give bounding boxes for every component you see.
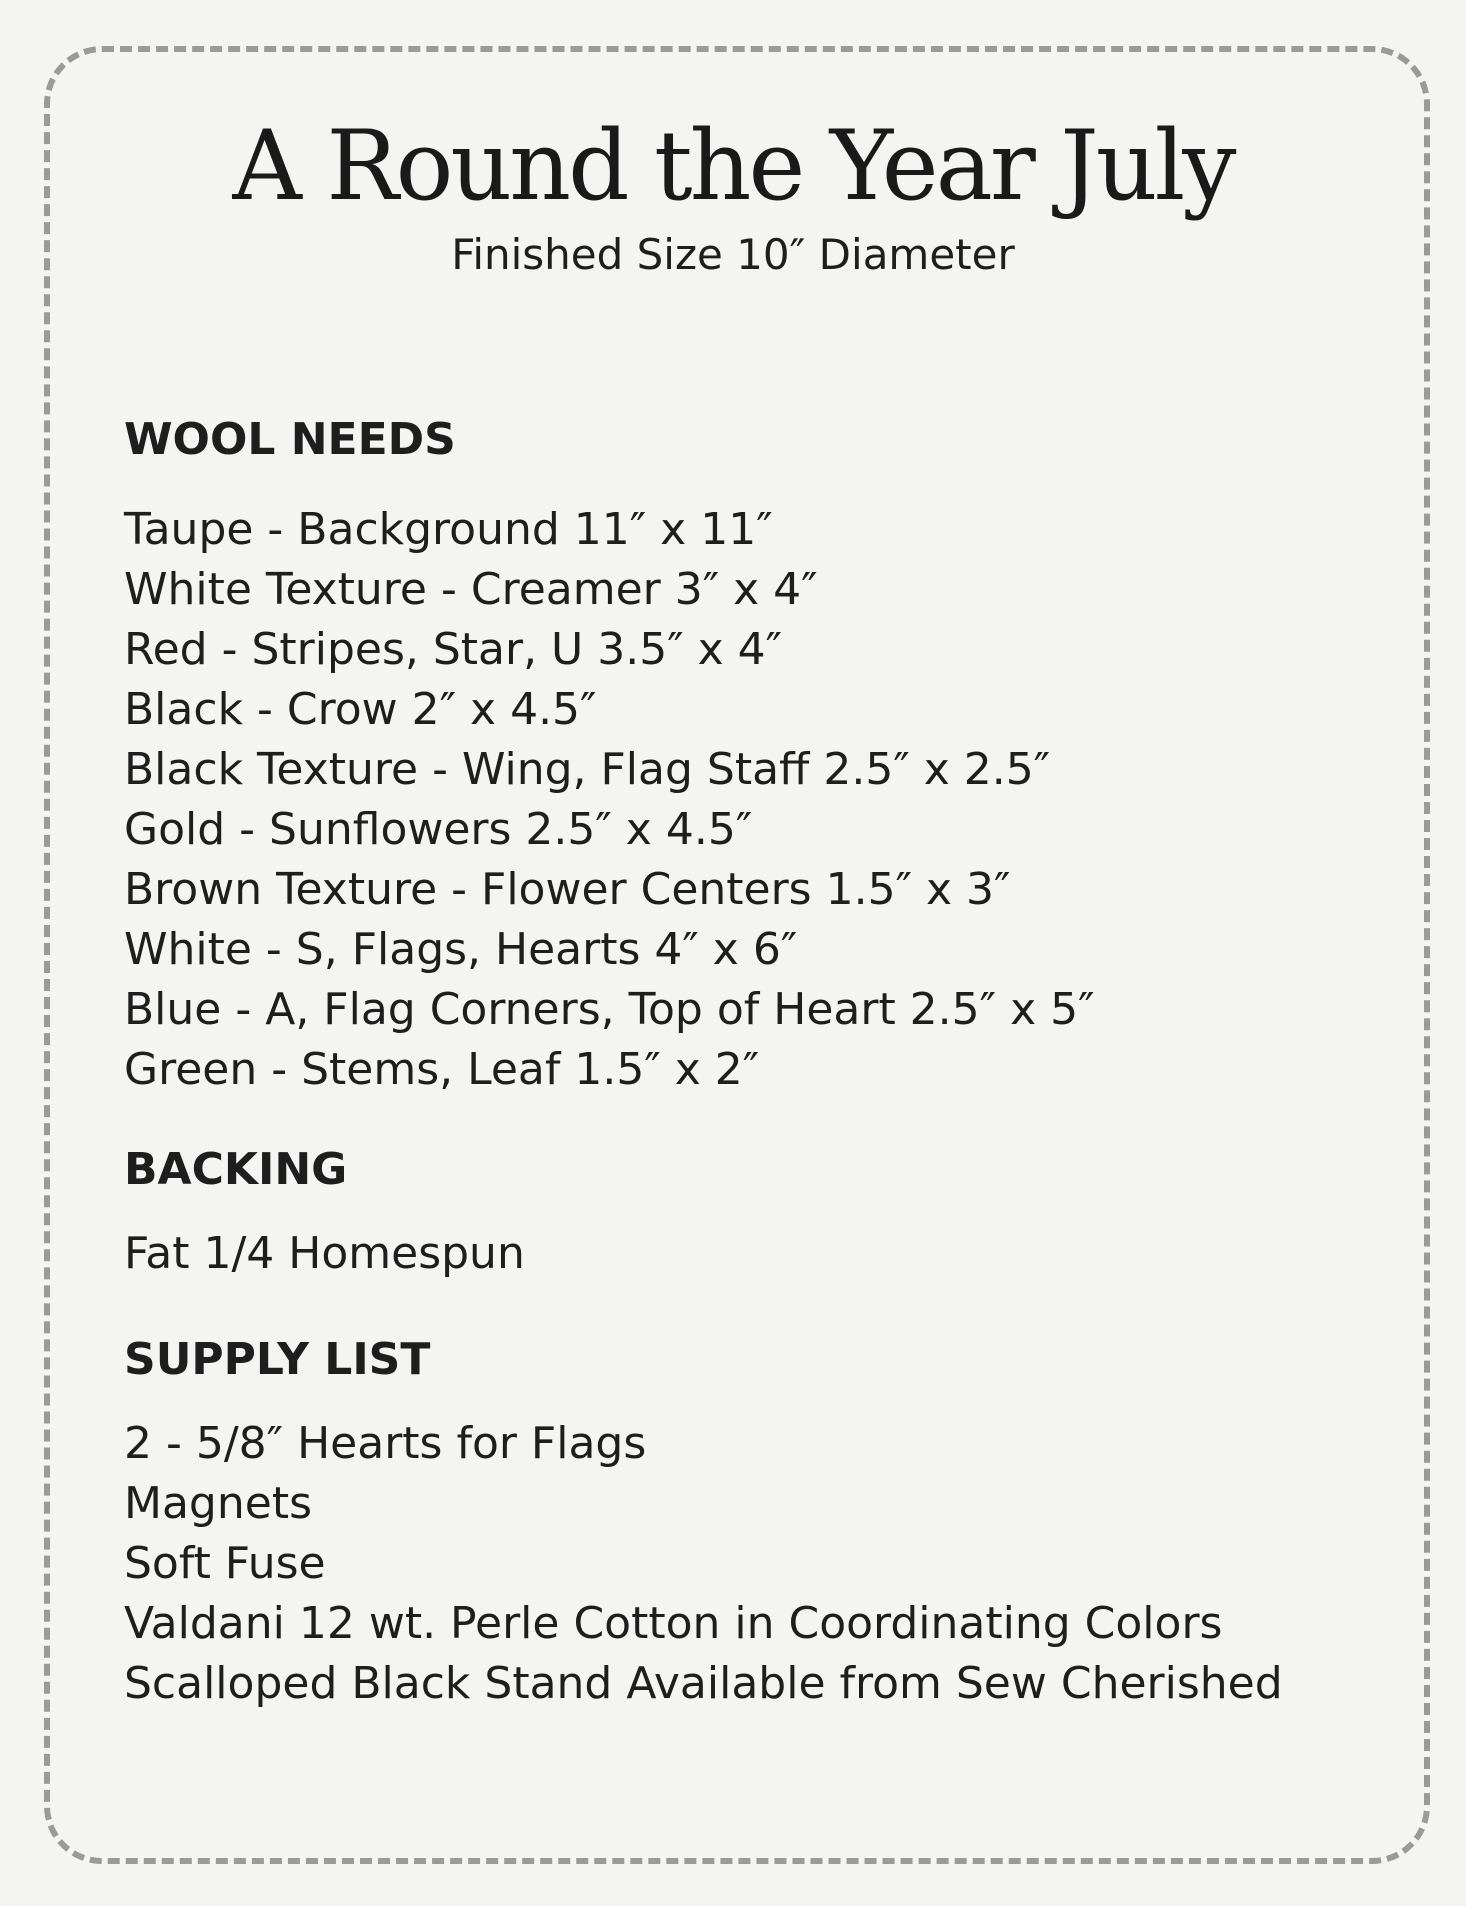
supply-list-section <box>124 1334 1364 1714</box>
list-item: Scalloped Black Stand Available from Sew Cherished <box>124 1658 1283 1709</box>
list-item: White - S, Flags, Hearts 4″ x 6″ <box>124 924 798 975</box>
page-title: A Round the Year July <box>232 110 1234 222</box>
wool-needs-section <box>124 414 1364 1100</box>
list-item: Fat 1/4 Homespun <box>124 1228 525 1279</box>
list-item: Black Texture - Wing, Flag Staff 2.5″ x 2.5″ <box>124 744 1051 795</box>
list-item: Gold - Sunflowers 2.5″ x 4.5″ <box>124 804 753 855</box>
list-item: Brown Texture - Flower Centers 1.5″ x 3″ <box>124 864 1011 915</box>
finished-size-subtitle: Finished Size 10″ Diameter <box>451 230 1015 279</box>
list-item: Red - Stripes, Star, U 3.5″ x 4″ <box>124 624 783 675</box>
list-item: Black - Crow 2″ x 4.5″ <box>124 684 597 735</box>
list-item: 2 - 5/8″ Hearts for Flags <box>124 1418 647 1469</box>
backing-heading: BACKING <box>124 1144 348 1195</box>
list-item: Taupe - Background 11″ x 11″ <box>124 504 773 555</box>
backing-list <box>124 1224 1364 1284</box>
supply-list-heading: SUPPLY LIST <box>124 1334 431 1385</box>
list-item: Soft Fuse <box>124 1538 326 1589</box>
backing-section <box>124 1144 1364 1284</box>
list-item: White Texture - Creamer 3″ x 4″ <box>124 564 818 615</box>
wool-needs-list <box>124 500 1364 1100</box>
list-item: Green - Stems, Leaf 1.5″ x 2″ <box>124 1044 760 1095</box>
wool-needs-heading: WOOL NEEDS <box>124 414 456 465</box>
supply-list <box>124 1414 1364 1714</box>
list-item: Blue - A, Flag Corners, Top of Heart 2.5″ x 5″ <box>124 984 1095 1035</box>
list-item: Valdani 12 wt. Perle Cotton in Coordinating Colors <box>124 1598 1223 1649</box>
list-item: Magnets <box>124 1478 312 1529</box>
